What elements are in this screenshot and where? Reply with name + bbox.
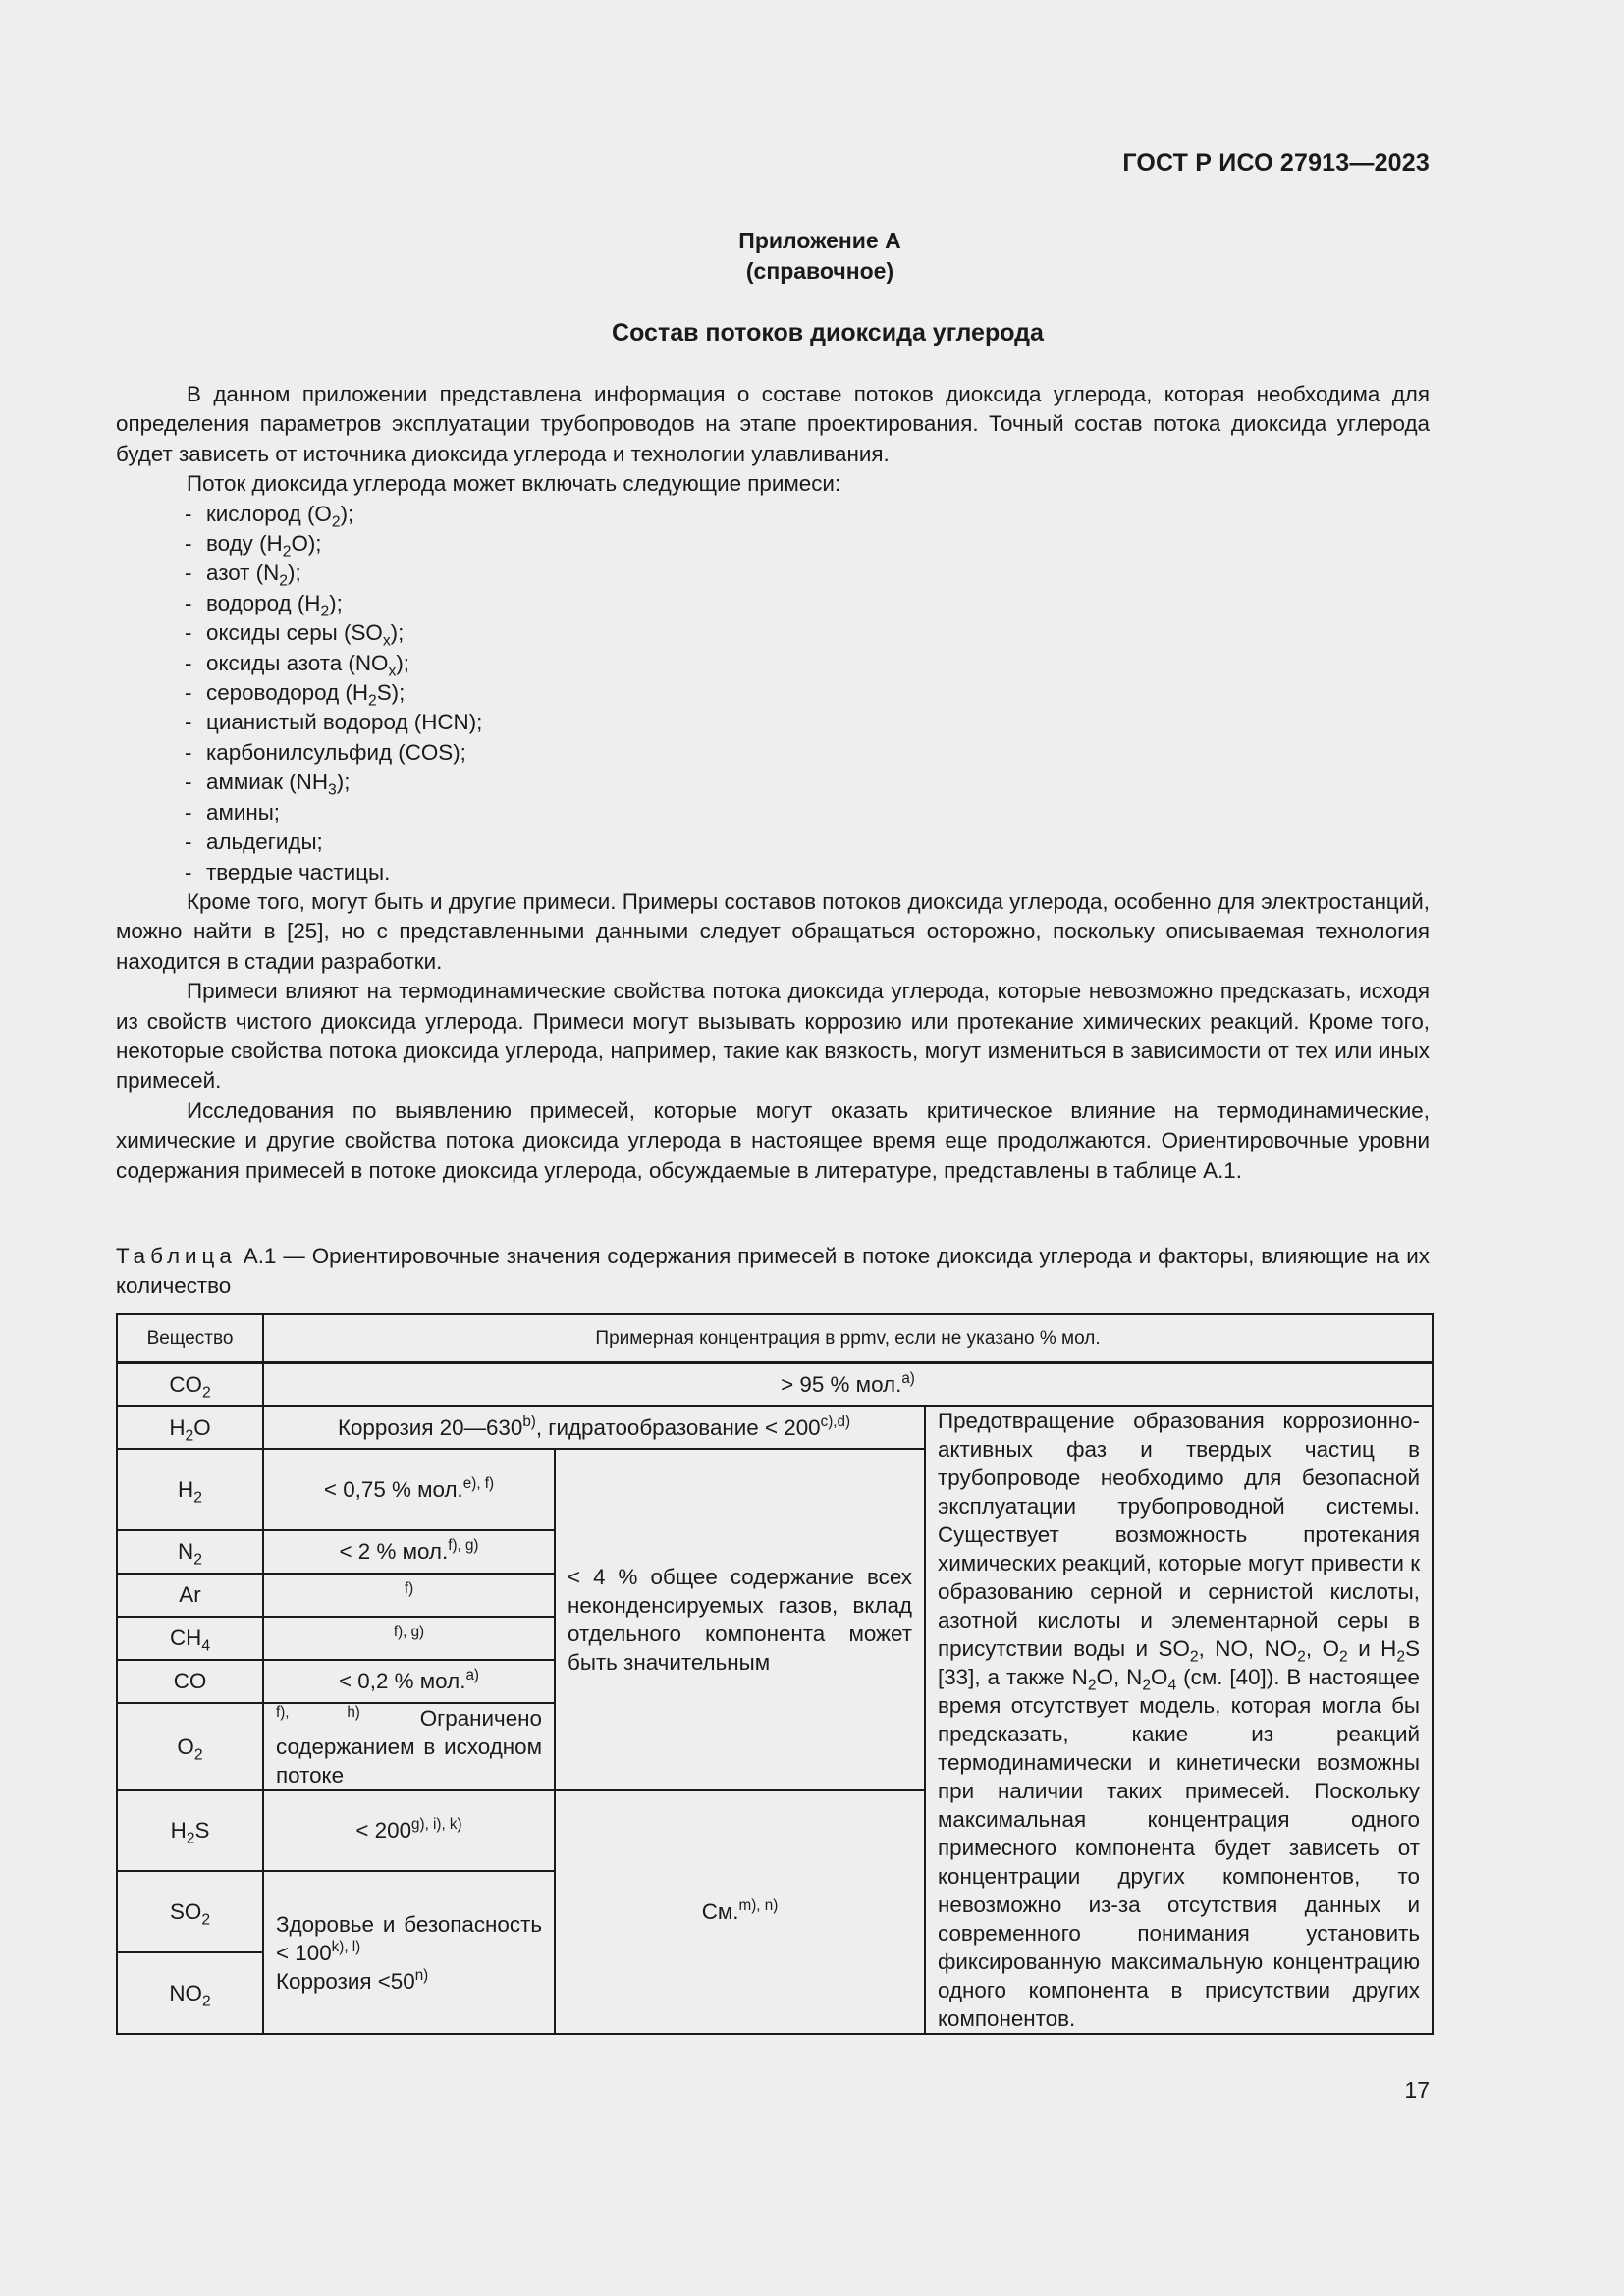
- list-item: - альдегиды;: [185, 829, 323, 855]
- value-h2s: < $200^{g), i), k)}$: [263, 1790, 555, 1872]
- list-item: - кислород $(O_2)$;: [185, 501, 354, 531]
- substance-o2: $O_2$: [117, 1703, 263, 1790]
- table-header-row: [117, 1314, 1433, 1362]
- table-caption: [116, 1242, 1430, 1302]
- paragraph-other-impurities: Кроме того, могут быть и другие примеси. Примеры составов потоков диоксида углерода, особенно для электростанций, можно найти в [25], но с представленными данными следует обращаться осторожно, поскольку описываемая технология находится в стадии разработки.: [116, 888, 1430, 974]
- list-item: - карбонилсульфид (COS);: [185, 739, 466, 765]
- noncondensable-cell: < 4 % общее содержание всех неконденсируемых газов, вклад отдельного компонента может быть значительным: [555, 1449, 925, 1790]
- substance-co2: $CO_2$: [117, 1362, 263, 1406]
- list-item: - амины;: [185, 799, 281, 825]
- list-item: - оксиды серы $(SO_x)$;: [185, 620, 405, 650]
- paragraph-research: Исследования по выявлению примесей, которые могут оказать критическое влияние на термодинамические, химические и другие свойства потока диоксида углерода в настоящее время еще продолжаются. Ориентировочные уровни содержания примесей в потоке диоксида углерода, обсуждаемые в литературе, представлены в таблице А.1.: [116, 1097, 1430, 1183]
- document-id: ГОСТ Р ИСО 27913—2023: [1122, 149, 1430, 177]
- substance-no2: $NO_2$: [117, 1952, 263, 2035]
- list-item: - азот $(N_2)$;: [185, 561, 301, 590]
- list-item: - оксиды азота $(NO_x)$;: [185, 650, 409, 680]
- list-item: - сероводород $(H_2S)$;: [185, 680, 406, 710]
- annex-label: Приложение А: [738, 228, 901, 253]
- value-co: < 0,2 % мол.$^{a)}$: [263, 1660, 555, 1703]
- value-so2-no2: Здоровье и безопасность < $100^{k), l)}$ Коррозия $<50^{n)}$: [263, 1871, 555, 2034]
- substance-h2: $H_2$: [117, 1449, 263, 1530]
- substance-ch4: $CH_4$: [117, 1617, 263, 1660]
- header-concentration: Примерная концентрация в ppmv, если не указано % мол.: [263, 1314, 1433, 1362]
- substance-so2: $SO_2$: [117, 1871, 263, 1952]
- table-caption-label: Таблица: [116, 1244, 237, 1268]
- remark-cell: Предотвращение образования коррозионно-активных фаз и твердых частиц в трубопроводе необходимо для безопасной эксплуатации трубопроводной системы. Существует возможность протекания химических реакций, которые могут привести к образованию серной и сернистой кислоты, азотной кислоты и элементарной серы в присутствии воды и $SO_2$, NO, $NO_2$, $O_2$ и $H_2S$ [33], а также $N_2O$, $N_2O_4$ (см. [40]). В настоящее время отсутствует модель, которая могла бы предсказать, какие из реакций термодинамически и кинетически возможны при наличии таких примесей. Поскольку максимальная концентрация одного примесного компонента будет зависеть от концентрации других компонентов, то невозможно из-за отсутствия данных и современного понимания установить фиксированную максимальную концентрацию одного компонента в присутствии других компонентов.: [925, 1406, 1433, 2034]
- paragraph-thermodynamics: Примеси влияют на термодинамические свойства потока диоксида углерода, которые невозможно предсказать, исходя из свойств чистого диоксида углерода. Примеси могут вызывать коррозию или протекание химических реакций. Кроме того, некоторые свойства потока диоксида углерода, например, такие как вязкость, могут измениться в зависимости от тех или иных примесей.: [116, 979, 1430, 1094]
- value-h2o: Коррозия 20—630$^{b)}$, гидратообразование < $200^{c),d)}$: [263, 1406, 925, 1449]
- see-notes-cell: См.$^{m), n)}$: [555, 1790, 925, 2035]
- list-item: - воду $(H_2O)$;: [185, 531, 322, 561]
- annex-title: Состав потоков диоксида углерода: [612, 319, 1044, 347]
- value-h2: < 0,75 % мол.$^{e), f)}$: [263, 1449, 555, 1530]
- substance-h2s: $H_2S$: [117, 1790, 263, 1872]
- value-ch4: f), g): [263, 1617, 555, 1660]
- annex-body: [116, 380, 1430, 1186]
- value-co2: > 95 % мол.$^{a)}$: [263, 1362, 1433, 1406]
- value-ar: f): [263, 1574, 555, 1617]
- substance-h2o: $H_2O$: [117, 1406, 263, 1449]
- list-item: - цианистый водород (HCN);: [185, 710, 483, 735]
- impurity-list: [116, 500, 1430, 887]
- list-item: - твердые частицы.: [185, 859, 391, 884]
- substance-n2: $N_2$: [117, 1530, 263, 1574]
- table-row: [117, 1406, 1433, 1449]
- table-caption-text: — Ориентировочные значения содержания примесей в потоке диоксида углерода и факторы, влияющие на их количество: [116, 1244, 1430, 1299]
- list-item: - аммиак $(NH_3)$;: [185, 770, 351, 799]
- value-n2: < 2 % мол.$^{f), g)}$: [263, 1530, 555, 1574]
- substance-ar: Ar: [117, 1574, 263, 1617]
- annex-heading: [0, 226, 1624, 287]
- list-item: - водород $(H_2)$;: [185, 590, 343, 620]
- paragraph-intro: В данном приложении представлена информация о составе потоков диоксида углерода, которая необходима для определения параметров эксплуатации трубопроводов на этапе проектирования. Точный состав потока диоксида углерода будет зависеть от источника диоксида углерода и технологии улавливания.: [116, 382, 1430, 466]
- impurity-table: [116, 1313, 1434, 2035]
- table-row: [117, 1362, 1433, 1406]
- annex-type: (справочное): [745, 258, 894, 284]
- page-number: 17: [1404, 2077, 1430, 2103]
- substance-co: CO: [117, 1660, 263, 1703]
- header-substance: Вещество: [117, 1314, 263, 1362]
- table-caption-number: А.1: [243, 1244, 277, 1268]
- paragraph-impurities-lead: Поток диоксида углерода может включать следующие примеси:: [187, 471, 841, 497]
- value-o2: $^{f), h)}$ Ограничено содержанием в исходном потоке: [263, 1703, 555, 1790]
